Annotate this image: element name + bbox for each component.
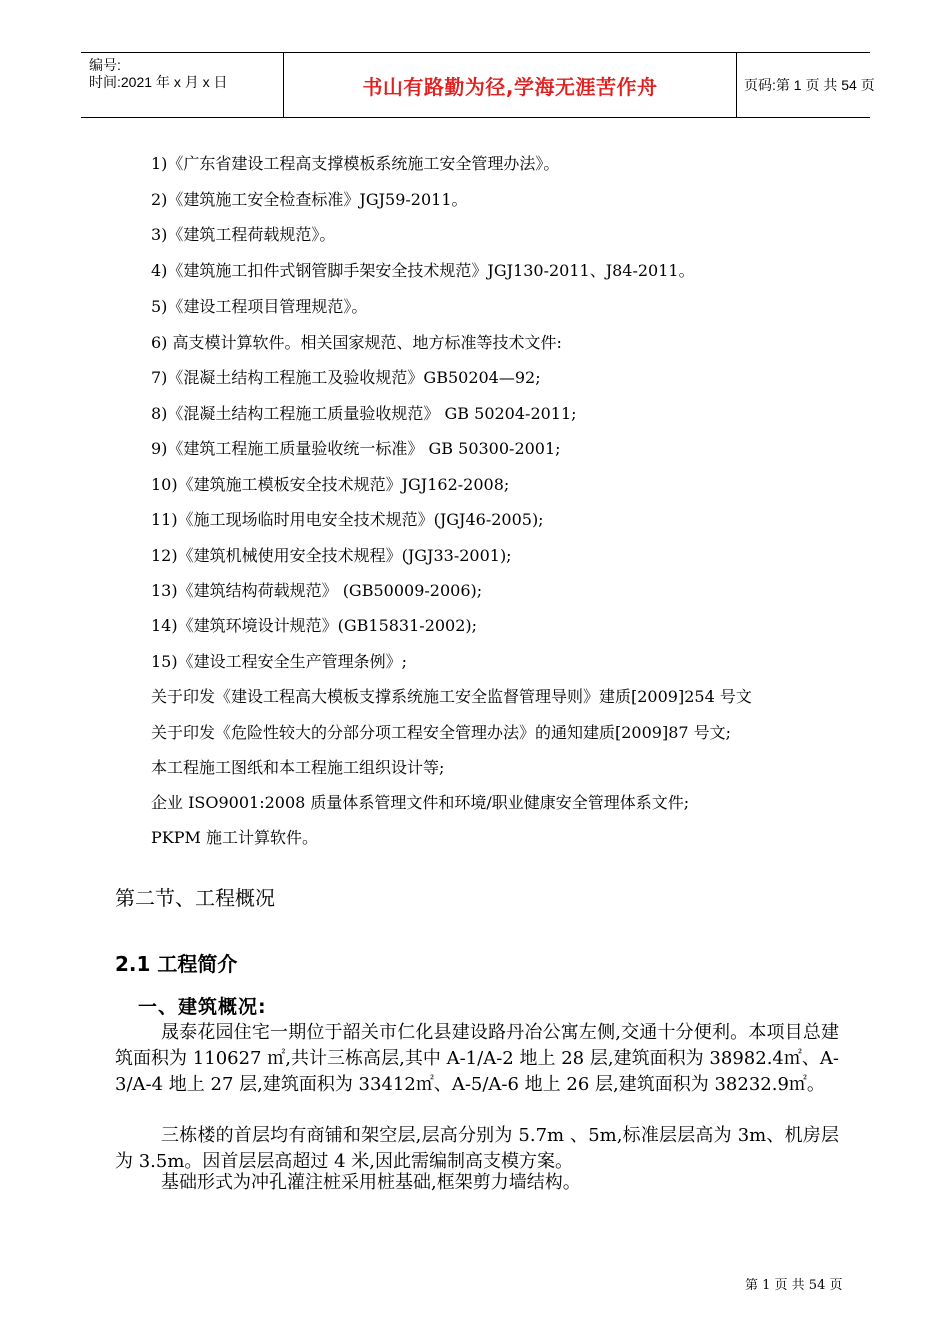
reference-item: 7)《混凝土结构工程施工及验收规范》GB50204—92; — [151, 368, 541, 387]
reference-item: 关于印发《危险性较大的分部分项工程安全管理办法》的通知建质[2009]87 号文; — [151, 723, 732, 742]
sub-heading: 一、建筑概况: — [138, 996, 267, 1018]
reference-item: 13)《建筑结构荷载规范》 (GB50009-2006); — [151, 581, 483, 600]
body-paragraph: 三栋楼的首层均有商铺和架空层,层高分别为 5.7m 、5m,标准层层高为 3m、机房层为 3.5m。因首层层高超过 4 米,因此需编制高支模方案。 — [115, 1125, 839, 1172]
document-time-label: 时间:2021 年 x 月 x 日 — [89, 74, 228, 90]
header-page-number: 页码:第 1 页 共 54 页 — [744, 77, 875, 93]
reference-item: 1)《广东省建设工程高支撑模板系统施工安全管理办法》。 — [151, 154, 560, 173]
section-title: 第二节、工程概况 — [115, 886, 275, 910]
reference-item: 15)《建设工程安全生产管理条例》; — [151, 652, 407, 671]
page-header — [81, 52, 875, 118]
reference-item: 9)《建筑工程施工质量验收统一标准》 GB 50300-2001; — [151, 439, 561, 458]
body-paragraph: 晟泰花园住宅一期位于韶关市仁化县建设路丹冶公寓左侧,交通十分便利。本项目总建筑面积为 110627 ㎡,共计三栋高层,其中 A-1/A-2 地上 28 层,建筑面积为 38982.4㎡、A-3/A-4 地上 27 层,建筑面积为 33412㎡、A-5/A-6 地上 26 层,建筑面积为 38232.9㎡。 — [115, 1022, 839, 1095]
reference-item: PKPM 施工计算软件。 — [151, 828, 318, 847]
subsection-title: 2.1 工程简介 — [115, 952, 238, 976]
reference-item: 10)《建筑施工模板安全技术规范》JGJ162-2008; — [151, 475, 510, 494]
header-motto-cell — [283, 53, 737, 117]
reference-item: 关于印发《建设工程高大模板支撑系统施工安全监督管理导则》建质[2009]254 号文 — [151, 687, 752, 706]
header-page-cell — [736, 53, 875, 117]
page-footer: 第 1 页 共 54 页 — [745, 1278, 843, 1293]
header-info-cell — [81, 53, 283, 117]
reference-item: 5)《建设工程项目管理规范》。 — [151, 297, 368, 316]
reference-item: 3)《建筑工程荷载规范》。 — [151, 225, 336, 244]
reference-item: 企业 ISO9001:2008 质量体系管理文件和环境/职业健康安全管理体系文件; — [151, 793, 690, 812]
reference-item: 6) 高支模计算软件。相关国家规范、地方标准等技术文件: — [151, 333, 562, 352]
reference-item: 2)《建筑施工安全检查标准》JGJ59-2011。 — [151, 190, 468, 209]
body-paragraph: 基础形式为冲孔灌注桩采用桩基础,框架剪力墙结构。 — [161, 1172, 581, 1193]
reference-item: 8)《混凝土结构工程施工质量验收规范》 GB 50204-2011; — [151, 404, 577, 423]
header-motto: 书山有路勤为径,学海无涯苦作舟 — [362, 75, 658, 99]
reference-item: 12)《建筑机械使用安全技术规程》(JGJ33-2001); — [151, 546, 512, 565]
reference-item: 14)《建筑环境设计规范》(GB15831-2002); — [151, 616, 478, 635]
reference-item: 4)《建筑施工扣件式钢管脚手架安全技术规范》JGJ130-2011、J84-2011。 — [151, 261, 695, 280]
reference-item: 11)《施工现场临时用电安全技术规范》(JGJ46-2005); — [151, 510, 544, 529]
document-number-label: 编号: — [89, 57, 121, 73]
reference-item: 本工程施工图纸和本工程施工组织设计等; — [151, 758, 445, 777]
